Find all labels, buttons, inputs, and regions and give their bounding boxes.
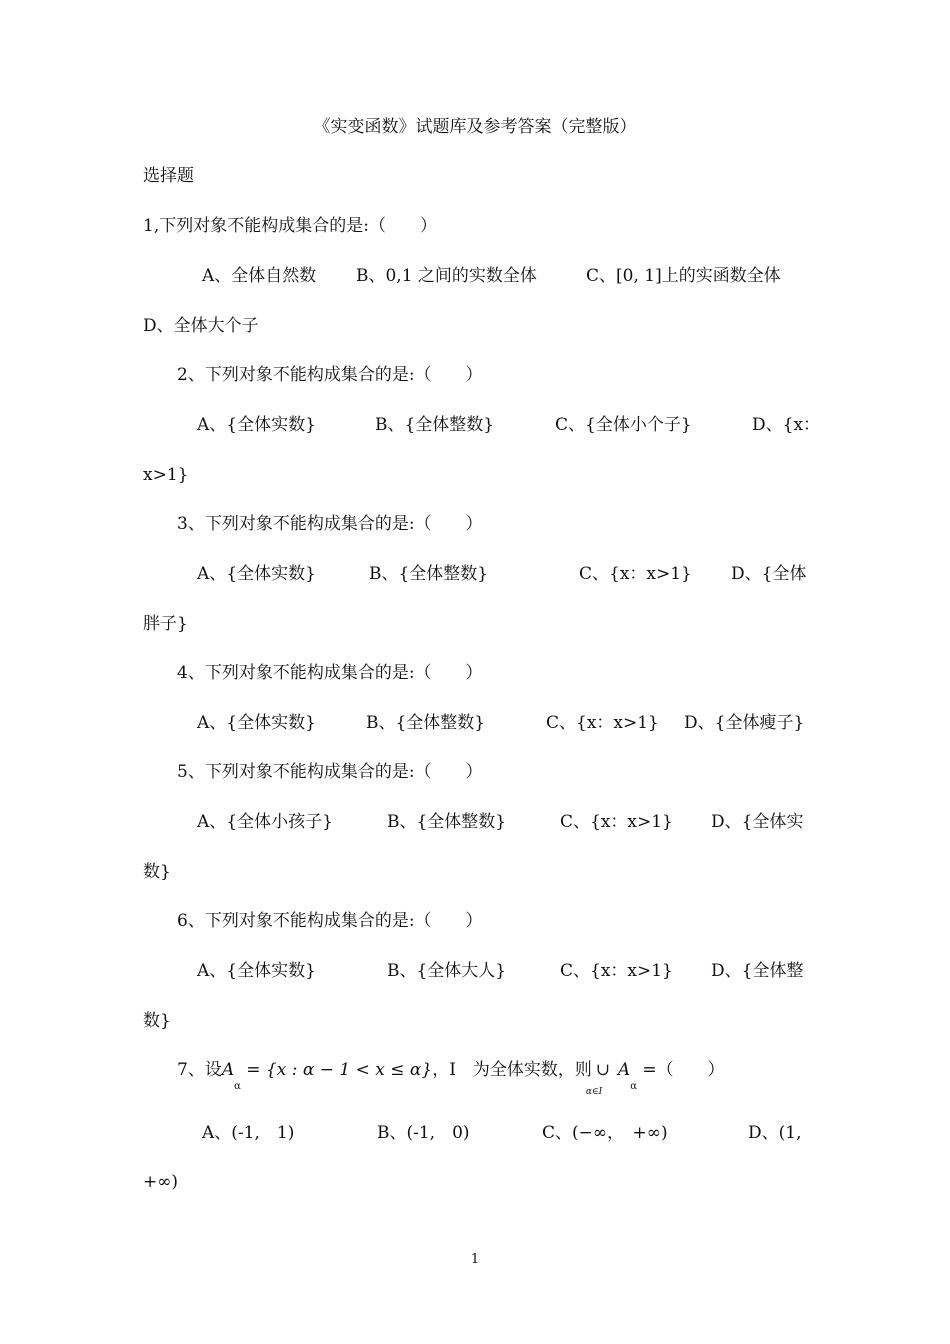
question-3-option-d-continued: 胖子} [143, 614, 188, 634]
question-2-option-d-continued: x>1} [143, 465, 189, 485]
question-4-option-a: A、{全体实数} [197, 713, 316, 733]
question-5-option-c: C、{x：x>1} [560, 812, 673, 832]
question-3-option-b: B、{全体整数} [369, 564, 489, 584]
question-7-option-d: D、(1, [748, 1123, 802, 1143]
question-7-option-a: A、(-1, 1) [202, 1123, 295, 1143]
question-7-option-d-continued: +∞) [143, 1172, 179, 1192]
question-6-option-a: A、{全体实数} [197, 961, 316, 981]
question-7-option-c: C、(−∞， +∞) [542, 1123, 668, 1143]
document-title: 《实变函数》试题库及参考答案（完整版） [313, 117, 637, 137]
question-3-stem: 3、下列对象不能构成集合的是:（ ） [177, 514, 483, 534]
question-6-option-d: D、{全体整 [711, 961, 804, 981]
question-1-option-b: B、0,1 之间的实数全体 [356, 266, 537, 286]
question-2-option-b: B、{全体整数} [375, 415, 495, 435]
question-4-option-b: B、{全体整数} [366, 713, 486, 733]
question-4-option-c: C、{x：x>1} [546, 713, 659, 733]
question-1-option-a: A、全体自然数 [202, 266, 317, 286]
union-set-subscript: α [630, 1081, 637, 1092]
union-operator [585, 1059, 618, 1097]
question-7-suffix: =（ ） [642, 1060, 725, 1080]
question-6-stem: 6、下列对象不能构成集合的是:（ ） [177, 911, 483, 931]
question-7-mid: ，I 为全体实数，则 [432, 1060, 592, 1080]
question-7-option-b: B、(-1, 0) [377, 1123, 470, 1143]
section-heading: 选择题 [143, 166, 194, 186]
question-4-stem: 4、下列对象不能构成集合的是:（ ） [177, 663, 483, 683]
question-5-option-d-continued: 数} [143, 862, 171, 882]
question-6-option-d-continued: 数} [143, 1011, 171, 1031]
union-set-symbol: A [617, 1060, 631, 1080]
question-6-option-c: C、{x：x>1} [560, 961, 673, 981]
question-7-stem [177, 1059, 725, 1097]
question-1-option-c: C、[0, 1]上的实函数全体 [586, 266, 781, 286]
page-number: 1 [470, 1252, 480, 1267]
question-4-option-d: D、{全体瘦子} [684, 713, 805, 733]
question-2-option-c: C、{全体小个子} [555, 415, 692, 435]
question-5-stem: 5、下列对象不能构成集合的是:（ ） [177, 762, 483, 782]
question-6-option-b: B、{全体大人} [387, 961, 507, 981]
question-3-option-c: C、{x：x>1} [579, 564, 692, 584]
question-3-option-d: D、{全体 [731, 564, 807, 584]
set-a-symbol: A [221, 1060, 235, 1080]
union-symbol: ∪ [595, 1060, 611, 1080]
question-3-option-a: A、{全体实数} [197, 564, 316, 584]
question-5-option-a: A、{全体小孩子} [197, 812, 333, 832]
question-7-prefix: 7、设 [177, 1060, 222, 1080]
question-1-stem: 1,下列对象不能构成集合的是:（ ） [143, 216, 437, 236]
question-1-option-d: D、全体大个子 [143, 316, 259, 336]
union-subscript: α∈I [585, 1087, 603, 1097]
set-definition: = {x : α − 1 < x ≤ α} [246, 1060, 433, 1080]
set-a-subscript: α [234, 1081, 241, 1092]
question-5-option-b: B、{全体整数} [387, 812, 507, 832]
question-2-option-d: D、{x： [752, 415, 821, 435]
question-5-option-d: D、{全体实 [711, 812, 804, 832]
question-2-stem: 2、下列对象不能构成集合的是:（ ） [177, 365, 483, 385]
question-2-option-a: A、{全体实数} [197, 415, 316, 435]
